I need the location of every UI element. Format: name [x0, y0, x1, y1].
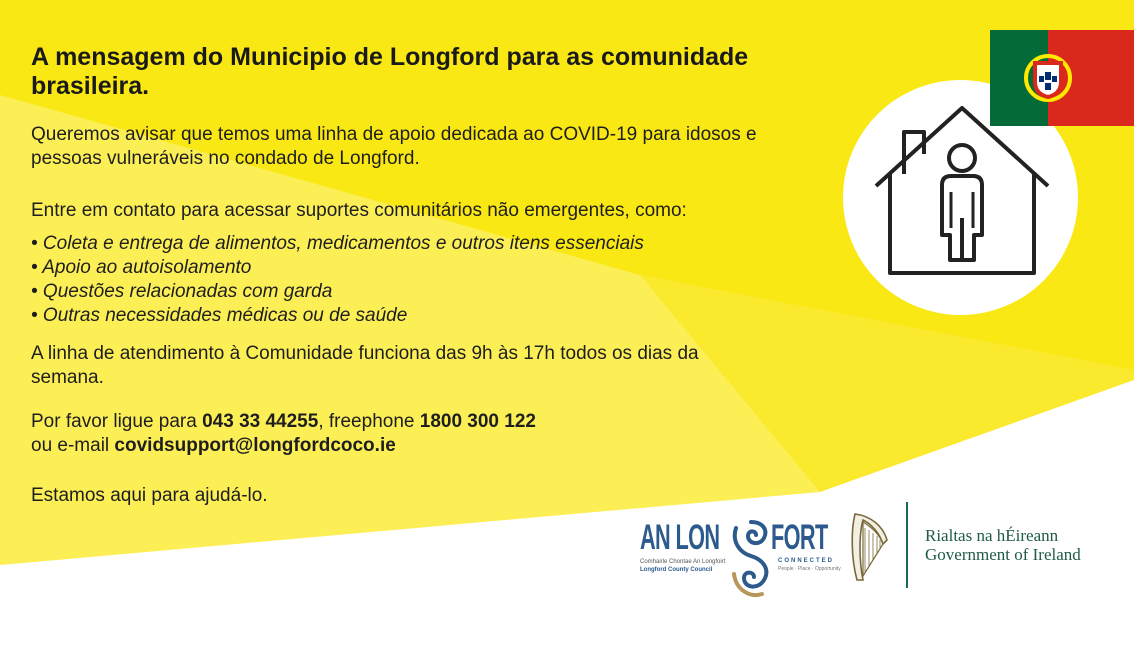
list-item: • Questões relacionadas com garda: [31, 281, 333, 302]
lcc-tagline: CONNECTED: [778, 558, 835, 564]
phone-number: 043 33 44255: [202, 411, 319, 432]
home-person-icon: [862, 100, 1062, 285]
list-item: • Coleta e entrega de alimentos, medicamentos e outros itens essenciais: [31, 233, 644, 254]
gov-english-name: Government of Ireland: [925, 545, 1081, 564]
contact-mid: , freephone: [318, 411, 420, 432]
list-item: • Apoio ao autoisolamento: [31, 257, 252, 278]
contact-paragraph: [31, 410, 791, 458]
intro-paragraph: Queremos avisar que temos uma linha de apoio dedicada ao COVID-19 para idosos e pessoas vulneráveis no condado de Longford.: [31, 124, 757, 169]
gov-irish-name: Rialtas na hÉireann: [925, 526, 1059, 545]
swirl-icon: [728, 516, 774, 600]
email-address: covidsupport@longfordcoco.ie: [114, 435, 396, 456]
contact-prefix: Por favor ligue para: [31, 411, 203, 432]
gov-logo-divider: [906, 502, 908, 588]
lcc-irish-name: Comhairle Chontae An Longfoirt: [640, 559, 726, 565]
list-item: • Outras necessidades médicas ou de saúde: [31, 305, 408, 326]
hours-paragraph: A linha de atendimento à Comunidade funciona das 9h às 17h todos os dias da semana.: [31, 343, 699, 388]
lcc-logo-word-2: FORT: [771, 518, 828, 557]
lcc-english-name: Longford County Council: [640, 567, 713, 573]
portugal-flag-icon: [990, 30, 1134, 126]
closing-line: Estamos aqui para ajudá-lo.: [31, 485, 268, 506]
harp-icon: [845, 510, 891, 584]
support-list: [31, 232, 831, 328]
page-title: A mensagem do Municipio de Longford para as comunidade brasileira.: [31, 43, 749, 100]
support-intro-paragraph: Entre em contato para acessar suportes comunitários não emergentes, como:: [31, 200, 687, 221]
lcc-logo-word-1: AN LON: [640, 518, 720, 557]
freephone-number: 1800 300 122: [419, 411, 536, 432]
lcc-slogan: People · Place · Opportunity: [778, 566, 841, 572]
email-prefix: ou e-mail: [31, 435, 115, 456]
longford-county-council-logo: [636, 512, 841, 602]
